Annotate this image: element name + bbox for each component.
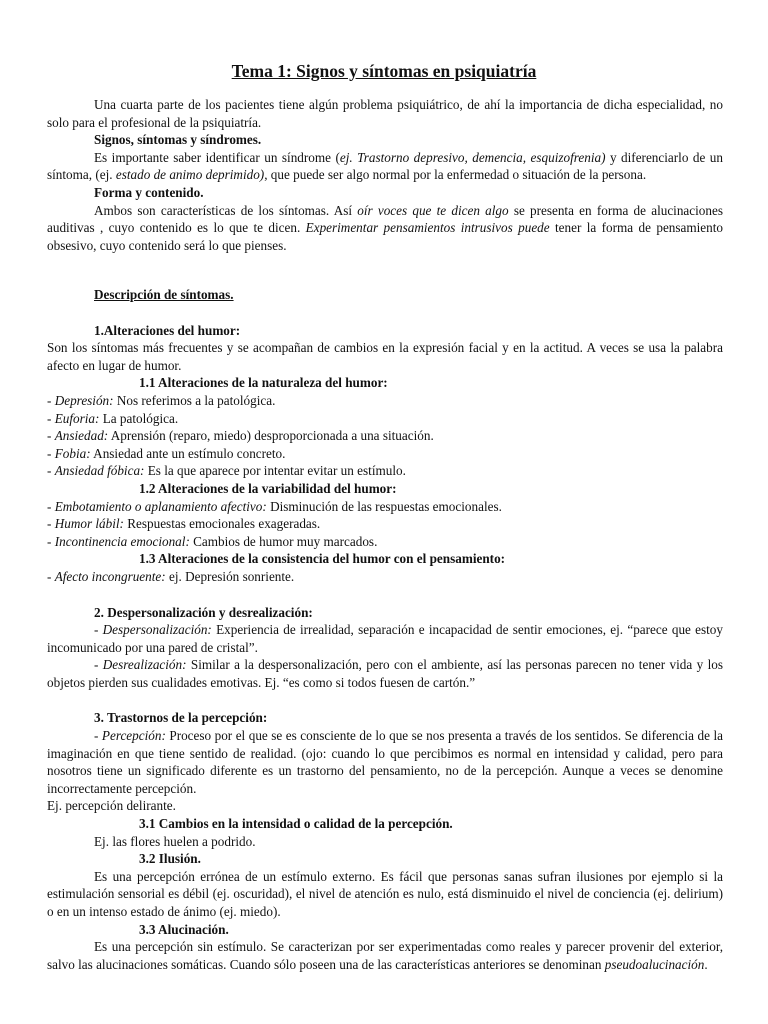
subheading-1-2: 1.2 Alteraciones de la variabilidad del humor: xyxy=(139,480,397,496)
list-item: - Ansiedad: Aprensión (reparo, miedo) desproporcionada a una situación. xyxy=(47,428,434,444)
subheading-3-3: 3.3 Alucinación. xyxy=(139,921,229,937)
list-item: - Incontinencia emocional: Cambios de humor muy marcados. xyxy=(47,533,378,549)
list-item: - Humor lábil: Respuestas emocionales exageradas. xyxy=(47,516,321,532)
list-item: - Afecto incongruente: ej. Depresión sonriente. xyxy=(47,568,295,584)
list-item: - Fobia: Ansiedad ante un estímulo concreto. xyxy=(47,445,286,461)
subheading-3-1: 3.1 Cambios en la intensidad o calidad de la percepción. xyxy=(139,816,453,832)
list-1-1 xyxy=(47,392,723,480)
paragraph-sindrome: Es importante saber identificar un síndrome (ej. Trastorno depresivo, demencia, esquizofrenia) y diferenciarlo de un síntoma, (ej. estado de animo deprimido), que puede ser algo normal por la enfermedad o situación de la persona. xyxy=(47,149,723,183)
subheading-3-2: 3.2 Ilusión. xyxy=(139,851,201,867)
paragraph-forma: Ambos son características de los síntomas. Así oír voces que te dicen algo se presenta en forma de alucinaciones auditivas , cuyo contenido es lo que te dicen. Experimentar pensamientos intrusivos puede tener la forma de pensamiento obsesivo, cuyo contenido será lo que pienses. xyxy=(47,202,723,253)
heading-percepcion: 3. Trastornos de la percepción: xyxy=(94,710,268,726)
list-item: - Depresión: Nos referimos a la patológica. xyxy=(47,392,276,408)
subheading-1-3: 1.3 Alteraciones de la consistencia del humor con el pensamiento: xyxy=(139,551,506,567)
paragraph-despersonalizacion: - Despersonalización: Experiencia de irrealidad, separación e incapacidad de sentir emociones, ej. “parece que estoy incomunicado por una pared de cristal”. xyxy=(47,622,723,655)
paragraph-alteraciones-humor: Son los síntomas más frecuentes y se acompañan de cambios en la expresión facial y en la actitud. A veces se usa la palabra afecto en lugar de humor. xyxy=(47,340,723,373)
paragraph-alucinacion: Es una percepción sin estímulo. Se caracterizan por ser experimentadas como reales y parecer provenir del exterior, salvo las alucinaciones somáticas. Cuando sólo poseen una de las características anteriores se denominan pseudoalucinación. xyxy=(47,939,723,972)
heading-despersonalizacion: 2. Despersonalización y desrealización: xyxy=(94,604,313,620)
paragraph-percepcion-ej: Ej. percepción delirante. xyxy=(47,798,176,814)
heading-forma: Forma y contenido. xyxy=(94,184,204,200)
description-section xyxy=(47,286,723,973)
paragraph-ilusion: Es una percepción errónea de un estímulo externo. Es fácil que personas sanas sufran ilusiones por ejemplo si la estimulación sensorial es débil (ej. oscuridad), el nivel de atención es nulo, está disminuido el nivel de conciencia (ej. delirium) o en un intenso estado de ánimo (ej. miedo). xyxy=(47,868,723,919)
paragraph-percepcion: - Percepción: Proceso por el que se es consciente de lo que se nos presenta a través de los sentidos. Se diferencia de la imaginación en que tiene sentido de realidad. (ojo: cuando lo que percibimos es normal en intensidad y calidad, pero para nosotros tiene un significado diferente es un trastorno del pensamiento, no de la percepción. Aunque a veces se denomine incorrectamente percepción. xyxy=(47,728,723,796)
paragraph-desrealizacion: - Desrealización: Similar a la despersonalización, pero con el ambiente, así las personas parecen no tener vida y los objetos pierden sus cualidades emotivas. Ej. “es como si todos fuesen de cartón.” xyxy=(47,657,723,690)
heading-descripcion: Descripción de síntomas. xyxy=(94,287,234,302)
heading-alteraciones-humor: 1.Alteraciones del humor: xyxy=(94,322,241,338)
list-item: - Euforia: La patológica. xyxy=(47,410,179,426)
intro-section xyxy=(47,96,723,254)
page-title: Tema 1: Signos y síntomas en psiquiatría xyxy=(231,61,537,81)
subheading-1-1: 1.1 Alteraciones de la naturaleza del humor: xyxy=(139,375,388,391)
list-1-3 xyxy=(47,568,723,586)
list-1-2 xyxy=(47,498,723,551)
list-item: - Embotamiento o aplanamiento afectivo: Disminución de las respuestas emocionales. xyxy=(47,498,502,514)
paragraph-3-1: Ej. las flores huelen a podrido. xyxy=(94,833,256,849)
list-item: - Ansiedad fóbica: Es la que aparece por intentar evitar un estímulo. xyxy=(47,463,406,479)
intro-paragraph: Una cuarta parte de los pacientes tiene algún problema psiquiátrico, de ahí la importancia de dicha especialidad, no solo para el profesional de la psiquiatría. xyxy=(47,97,723,130)
heading-signos: Signos, síntomas y síndromes. xyxy=(94,132,262,148)
